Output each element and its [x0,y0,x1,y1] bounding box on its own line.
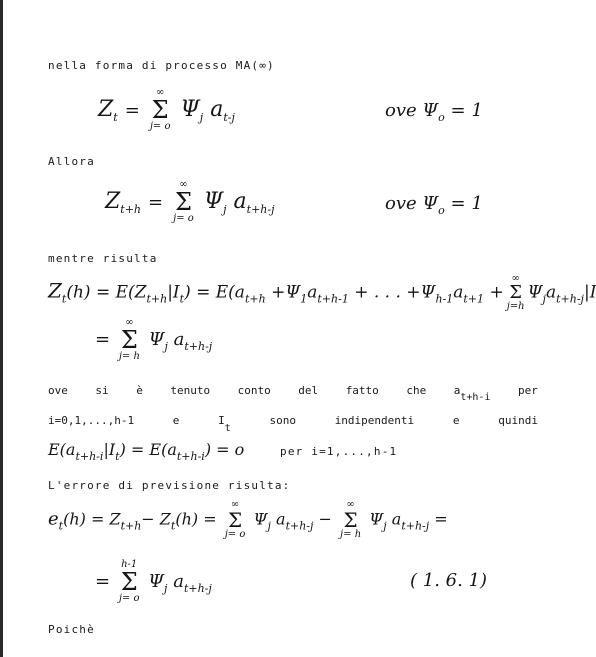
sum-symbol: ∞ Σ j= h [118,317,140,362]
text-line-poiche: Poichè [48,623,95,636]
equation-forecast-error: $e_t(h) = Z_{t+h}- Z_t(h)$ = ∞ Σ j= o $\Psi_j$ $a_{t+h-j}$ − ∞ Σ j= h $\Psi_j$ $a_{t+h-j}$ = [48,499,448,540]
sum-symbol: ∞ Σ j= o [149,87,171,132]
equation-number: ( 1. 6. 1) [410,570,488,591]
text-line-ma: nella forma di processo MA(∞) [48,59,275,72]
paragraph-line-2: i=0,1,...,h-1 e It sono indipendenti e quindi [48,414,538,434]
equation-forecast-expansion: $Z_{t+h}$ = ∞ Σ j= o $\Psi_j$ $a_{t+h-j}$ [105,179,275,224]
sum-symbol: ∞ Σ j= o [224,499,246,540]
text-line-allora: Allora [48,155,95,168]
sum-symbol: ∞ Σ j= o [173,179,194,224]
text-line-mentre: mentre risulta [48,252,158,265]
sum-symbol: h-1 Σ j= o [118,559,140,604]
equation-expectation-zero: $E(a_{t+h-i}|I_t) = E(a_{t+h-i}) = o$ [48,440,245,463]
equation-error-result: = h-1 Σ j= o $\Psi_j$ $a_{t+h-j}$ [95,559,212,604]
equation-conditional-expectation: $Z_t(h) = E(Z_{t+h}|I_t) = E(a_{t+h} +\Psi_1a_{t+h-1}$ + . . . $+\Psi_{h-1}a_{t+1}$ + ∞ Σ j=h $\Psi_ja_{t+h-j}|I$ [48,273,596,312]
paragraph-line-1: ove si è tenuto conto del fatto che at+h-i per [48,384,538,403]
page-left-border [0,0,3,657]
sum-symbol: ∞ Σ j=h [506,273,525,312]
equation-forecast-result: = ∞ Σ j= h $\Psi_j$ $a_{t+h-j}$ [95,317,213,362]
equation-condition: ove $\Psi_o = 1$ [385,193,483,217]
sum-symbol: ∞ Σ j= h [340,499,362,540]
equation-ma-representation: $Z_t$ = ∞ Σ j= o $\Psi_j$ $a_{t-j}$ [98,87,235,132]
text-range: per i=1,...,h-1 [280,445,398,458]
equation-condition: ove $\Psi_o = 1$ [385,100,483,124]
text-line-errore: L'errore di previsione risulta: [48,479,291,492]
